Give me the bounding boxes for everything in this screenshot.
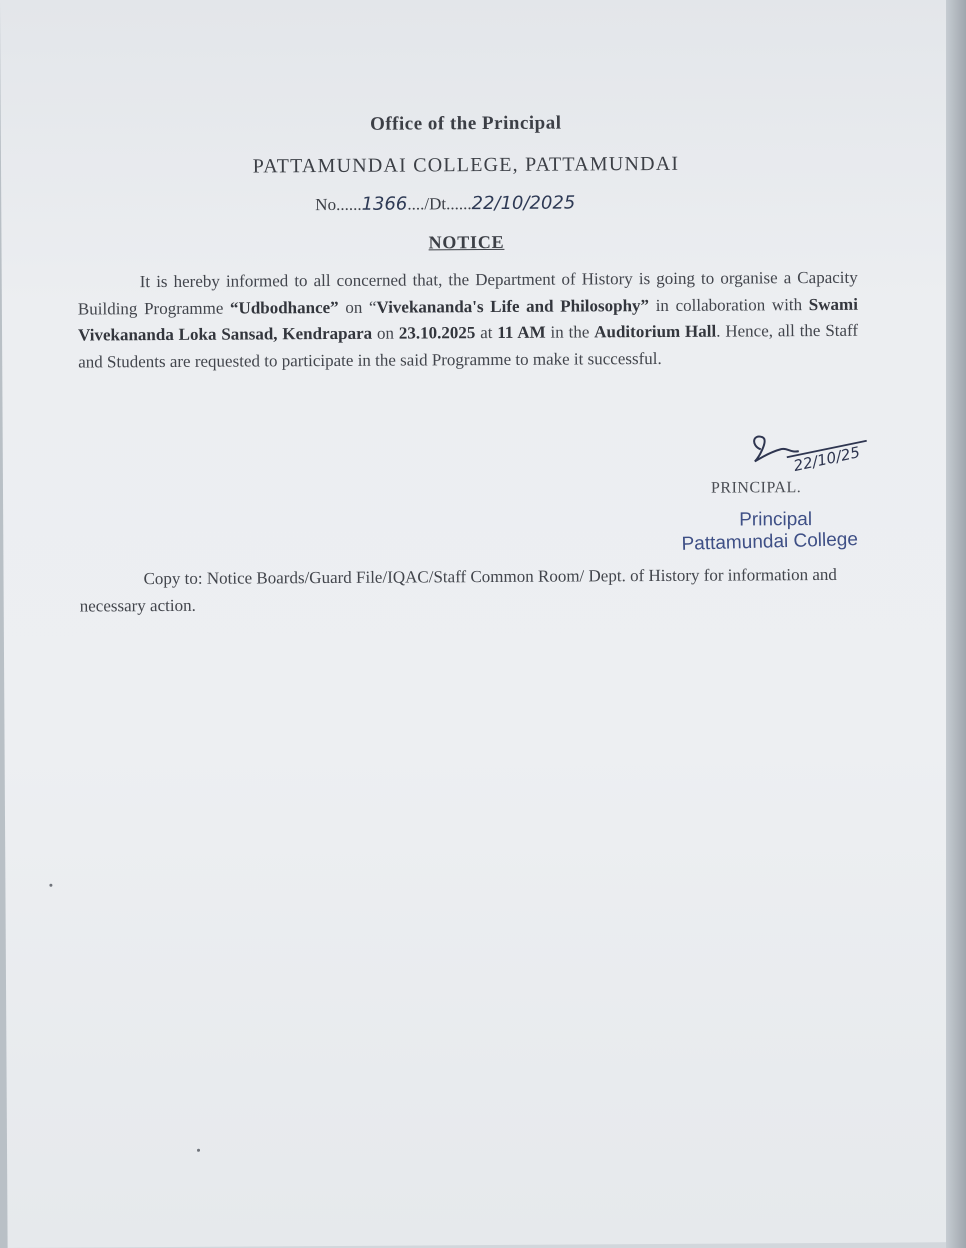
reference-no-prefix: No...... [315, 194, 362, 215]
copy-to-paragraph: Copy to: Notice Boards/Guard File/IQAC/Staff Common Room/ Dept. of History for information and necessary action. [79, 564, 837, 616]
notice-text-3: in collaboration with [648, 294, 809, 315]
paper-speck [197, 1149, 200, 1152]
office-heading: Office of the Principal [369, 112, 562, 135]
reference-number: 1366 [361, 193, 408, 215]
notice-text-4: on [372, 323, 399, 343]
notice-text-7: . Hence, all the Staff and Students are requested to participate in the said Programme to make it successful. [78, 320, 859, 372]
notice-title: NOTICE [428, 231, 505, 253]
programme-time: 11 AM [497, 322, 546, 342]
signature-date: 22/10/25 [791, 443, 862, 476]
programme-date: 23.10.2025 [398, 323, 476, 343]
reference-date-prefix: ..../Dt...... [407, 194, 472, 214]
stamp-principal: Principal [739, 509, 813, 531]
collaborator-name: Swami Vivekananda Loka Sansad, Kendrapara [77, 294, 858, 345]
notice-text-1: It is hereby informed to all concerned that, the Department of History is going to organise a Capacity Building Programme [77, 267, 858, 319]
notice-body [78, 265, 859, 376]
principal-label: PRINCIPAL. [710, 479, 802, 497]
notice-text-2: on “ [338, 297, 377, 317]
programme-name: “Udbodhance” [229, 297, 339, 318]
principal-signature [747, 427, 887, 488]
programme-topic: Vivekananda's Life and Philosophy” [376, 295, 650, 317]
reference-date: 22/10/2025 [471, 192, 576, 215]
programme-venue: Auditorium Hall [594, 321, 717, 342]
stamp-college: Pattamundai College [681, 529, 859, 555]
college-heading: PATTAMUNDAI COLLEGE, PATTAMUNDAI [252, 152, 680, 178]
notice-text-6: in the [545, 322, 595, 342]
paper-edge-shadow [946, 0, 966, 1248]
notice-text-5: at [475, 322, 498, 343]
reference-line [315, 192, 575, 215]
paper-speck [49, 884, 52, 887]
